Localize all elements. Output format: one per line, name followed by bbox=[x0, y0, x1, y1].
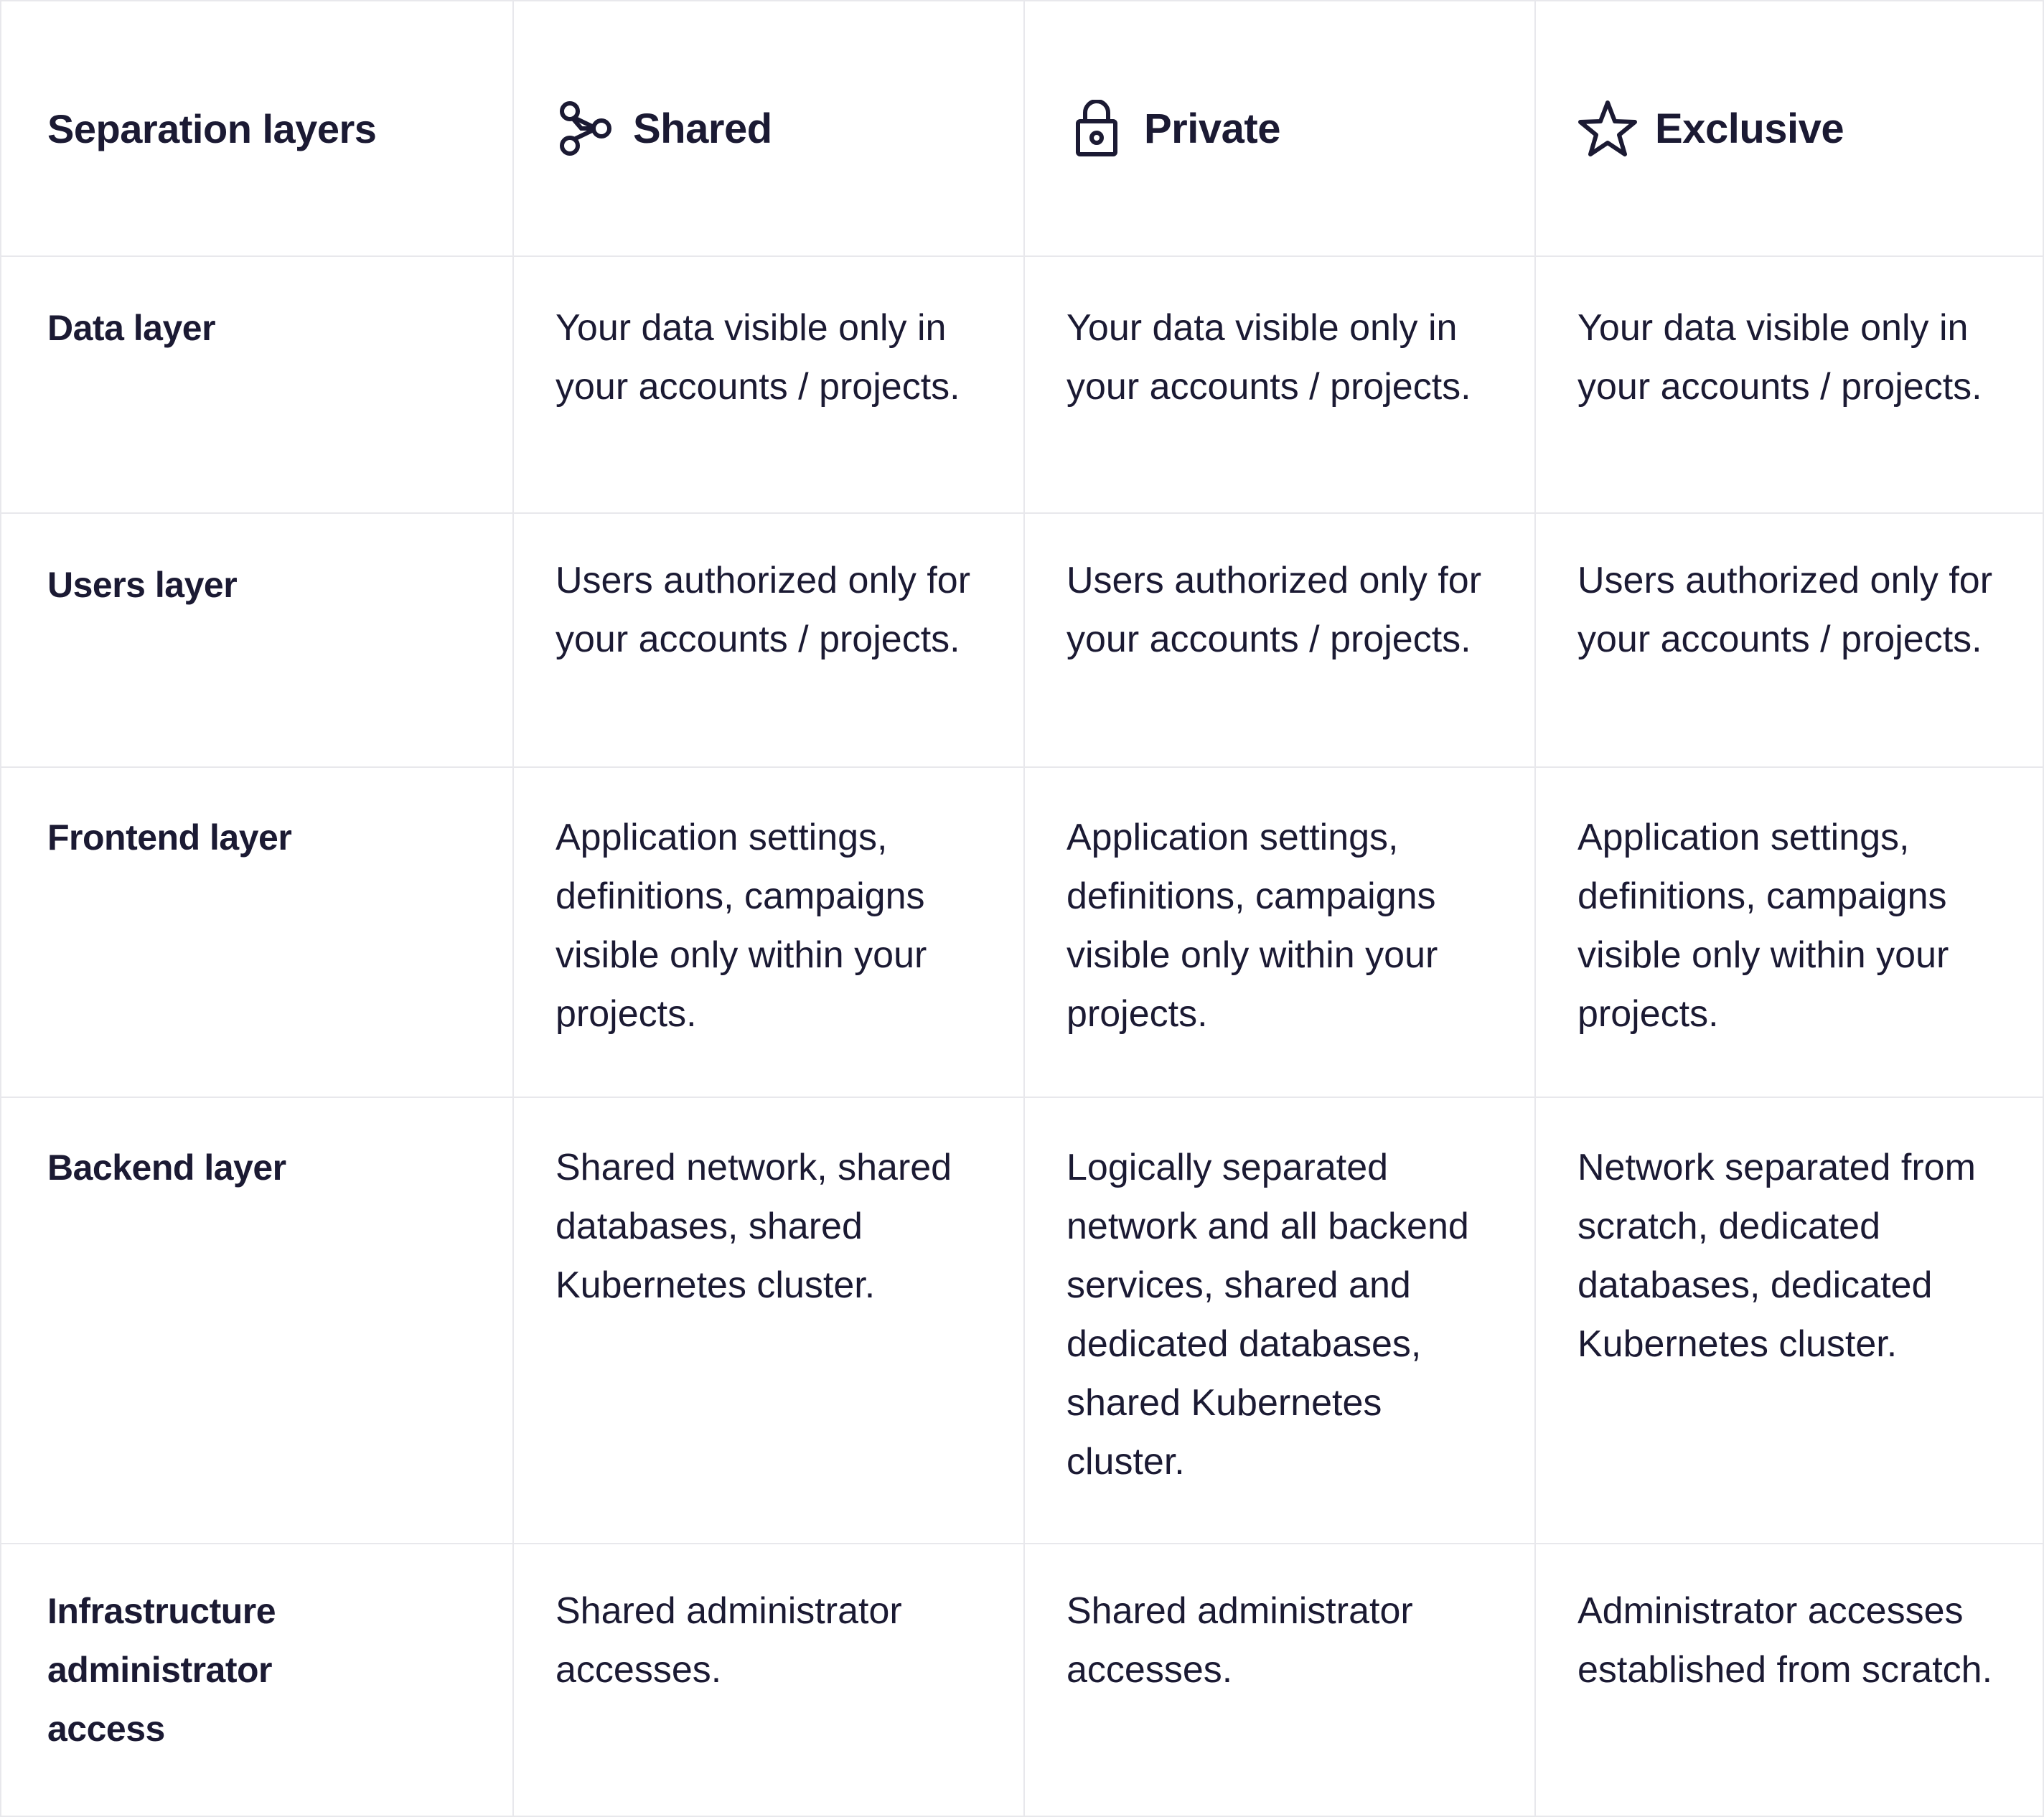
cell-text: Shared administrator accesses. bbox=[1066, 1590, 1413, 1691]
table-cell bbox=[1536, 768, 2044, 1098]
cell-text: Application settings, definitions, campaigns visible only within your projects. bbox=[1577, 817, 1949, 1035]
cell-text: Administrator accesses established from scratch. bbox=[1577, 1590, 1993, 1691]
table-cell bbox=[514, 1544, 1025, 1817]
cell-text: Shared network, shared databases, shared Kubernetes cluster. bbox=[555, 1147, 952, 1306]
share-nodes-icon bbox=[555, 98, 616, 159]
cell-text: Users authorized only for your accounts / projects. bbox=[555, 560, 971, 660]
cell-text: Your data visible only in your accounts / projects. bbox=[555, 307, 960, 408]
row-label-cell bbox=[0, 1544, 514, 1817]
row-label-cell bbox=[0, 257, 514, 514]
separation-layers-heading: Separation layers bbox=[47, 105, 377, 151]
table-cell bbox=[514, 514, 1025, 768]
cell-text: Application settings, definitions, campaigns visible only within your projects. bbox=[1066, 817, 1438, 1035]
table-header-first bbox=[0, 0, 514, 257]
row-label-infrastructure-admin-access: Infrastructure administrator access bbox=[47, 1591, 276, 1749]
column-title-exclusive: Exclusive bbox=[1655, 105, 1844, 152]
table-cell bbox=[1025, 257, 1536, 514]
row-label-data-layer: Data layer bbox=[47, 308, 216, 348]
table-cell bbox=[1025, 768, 1536, 1098]
cell-text: Users authorized only for your accounts / projects. bbox=[1066, 560, 1482, 660]
table-cell bbox=[1536, 257, 2044, 514]
table-cell bbox=[1025, 1544, 1536, 1817]
table-cell bbox=[1025, 514, 1536, 768]
row-label-cell bbox=[0, 514, 514, 768]
column-title-private: Private bbox=[1144, 105, 1280, 152]
column-header-exclusive bbox=[1536, 0, 2044, 257]
column-title-shared: Shared bbox=[633, 105, 772, 152]
star-icon bbox=[1577, 98, 1638, 159]
table-cell bbox=[514, 768, 1025, 1098]
cell-text: Network separated from scratch, dedicated databases, dedicated Kubernetes cluster. bbox=[1577, 1147, 1976, 1365]
column-header-shared bbox=[514, 0, 1025, 257]
cell-text: Users authorized only for your accounts / projects. bbox=[1577, 560, 1993, 660]
row-label-cell bbox=[0, 1098, 514, 1544]
cell-text: Application settings, definitions, campaigns visible only within your projects. bbox=[555, 817, 927, 1035]
table-cell bbox=[1536, 514, 2044, 768]
lock-icon bbox=[1066, 98, 1127, 159]
row-label-frontend-layer: Frontend layer bbox=[47, 817, 292, 858]
row-label-cell bbox=[0, 768, 514, 1098]
table-cell bbox=[1025, 1098, 1536, 1544]
cell-text: Logically separated network and all backend services, shared and dedicated databases, shared Kubernetes cluster. bbox=[1066, 1147, 1469, 1483]
cell-text: Your data visible only in your accounts / projects. bbox=[1577, 307, 1982, 408]
table-cell bbox=[514, 1098, 1025, 1544]
cell-text: Your data visible only in your accounts / projects. bbox=[1066, 307, 1471, 408]
table-cell bbox=[1536, 1544, 2044, 1817]
cell-text: Shared administrator accesses. bbox=[555, 1590, 902, 1691]
table-cell bbox=[1536, 1098, 2044, 1544]
row-label-users-layer: Users layer bbox=[47, 565, 238, 605]
table-cell bbox=[514, 257, 1025, 514]
column-header-private bbox=[1025, 0, 1536, 257]
row-label-backend-layer: Backend layer bbox=[47, 1147, 286, 1188]
